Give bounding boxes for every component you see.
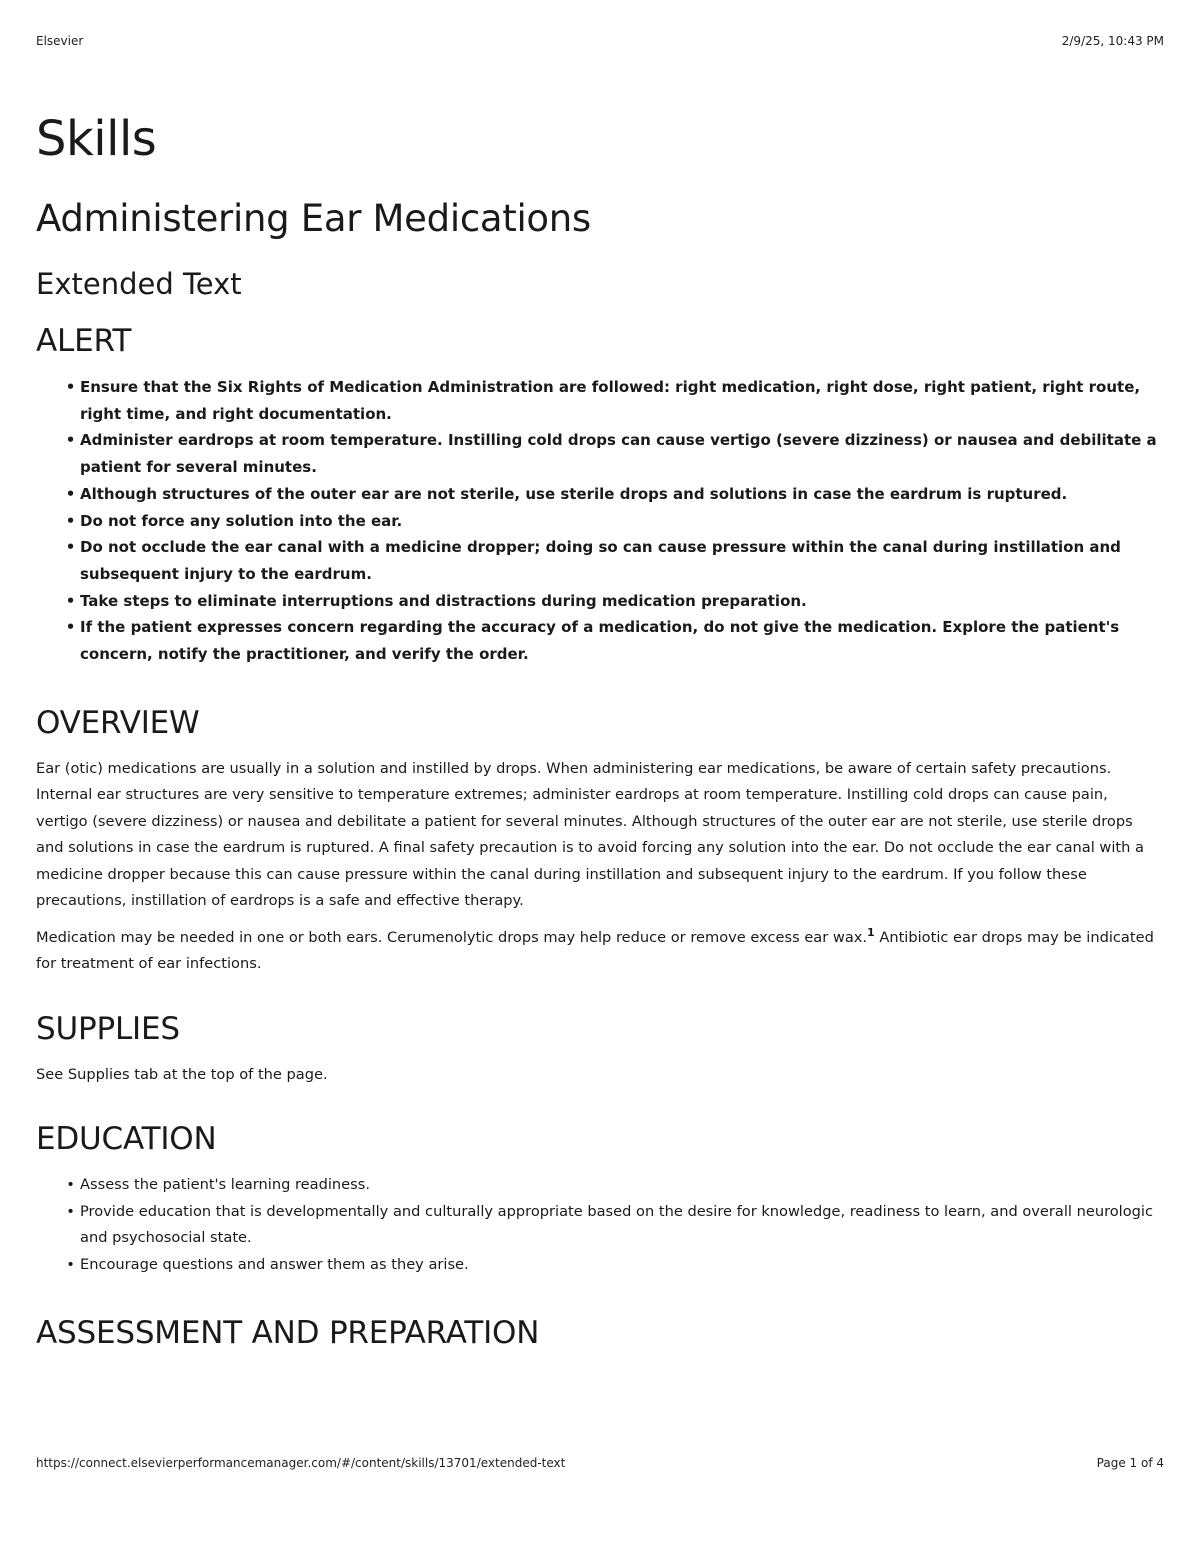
print-header-source: Elsevier	[36, 34, 84, 48]
print-footer	[36, 1456, 1164, 1470]
education-item: • Encourage questions and answer them as they arise.	[61, 1252, 1160, 1279]
alert-item: • Although structures of the outer ear are not sterile, use sterile drops and solutions in case the eardrum is ruptured.	[61, 481, 1160, 508]
overview-paragraph	[36, 925, 1160, 978]
document-content	[36, 108, 1160, 1366]
education-item: • Assess the patient's learning readiness.	[61, 1172, 1160, 1199]
print-header-timestamp: 2/9/25, 10:43 PM	[1061, 34, 1164, 48]
alert-item: • Do not force any solution into the ear.	[61, 508, 1160, 535]
alert-item: • Do not occlude the ear canal with a medicine dropper; doing so can cause pressure within the canal during instillation and subsequent injury to the eardrum.	[61, 534, 1160, 587]
alert-item: • If the patient expresses concern regarding the accuracy of a medication, do not give the medication. Explore the patient's concern, notify the practitioner, and verify the order.	[61, 614, 1160, 667]
alert-item: • Take steps to eliminate interruptions and distractions during medication preparation.	[61, 588, 1160, 615]
page-number: Page 1 of 4	[1096, 1456, 1164, 1470]
print-header	[36, 34, 1164, 48]
extended-text-heading: Extended Text	[36, 267, 242, 301]
supplies-heading: SUPPLIES	[36, 1010, 180, 1047]
page-title: Skills	[36, 111, 157, 167]
alert-item: • Ensure that the Six Rights of Medication Administration are followed: right medication, right dose, right patient, right route, right time, and right documentation.	[61, 374, 1160, 427]
supplies-text: See Supplies tab at the top of the page.	[36, 1065, 328, 1083]
overview-text: Medication may be needed in one or both ears. Cerumenolytic drops may help reduce or remove excess ear wax.	[36, 928, 868, 946]
overview-text: Antibiotic ear drops may be indicated for treatment of ear infections.	[36, 928, 1154, 973]
alert-item: • Administer eardrops at room temperature. Instilling cold drops can cause vertigo (severe dizziness) or nausea and debilitate a patient for several minutes.	[61, 427, 1160, 480]
alert-list	[36, 374, 1160, 668]
skill-title: Administering Ear Medications	[36, 197, 591, 240]
assessment-heading: ASSESSMENT AND PREPARATION	[36, 1315, 540, 1352]
education-heading: EDUCATION	[36, 1121, 217, 1158]
overview-heading: OVERVIEW	[36, 704, 200, 741]
alert-heading: ALERT	[36, 323, 132, 359]
overview-paragraph: Ear (otic) medications are usually in a solution and instilled by drops. When administering ear medications, be aware of certain safety precautions. Internal ear structures are very sensitive to temperature extremes; administer eardrops at room temperature. Instilling cold drops can cause pain, vertigo (severe dizziness) or nausea and debilitate a patient for several minutes. Although structures of the outer ear are not sterile, use sterile drops and solutions in case the eardrum is ruptured. A final safety precaution is to avoid forcing any solution into the ear. Do not occlude the ear canal with a medicine dropper because this can cause pressure within the canal during instillation and subsequent injury to the eardrum. If you follow these precautions, instillation of eardrops is a safe and effective therapy.	[36, 759, 1144, 910]
page-url: https://connect.elsevierperformancemanager.com/#/content/skills/13701/extended-text	[36, 1456, 566, 1470]
education-item: • Provide education that is developmentally and culturally appropriate based on the desire for knowledge, readiness to learn, and overall neurologic and psychosocial state.	[61, 1199, 1160, 1252]
education-list	[36, 1172, 1160, 1278]
reference-link[interactable]: 1	[867, 925, 875, 939]
